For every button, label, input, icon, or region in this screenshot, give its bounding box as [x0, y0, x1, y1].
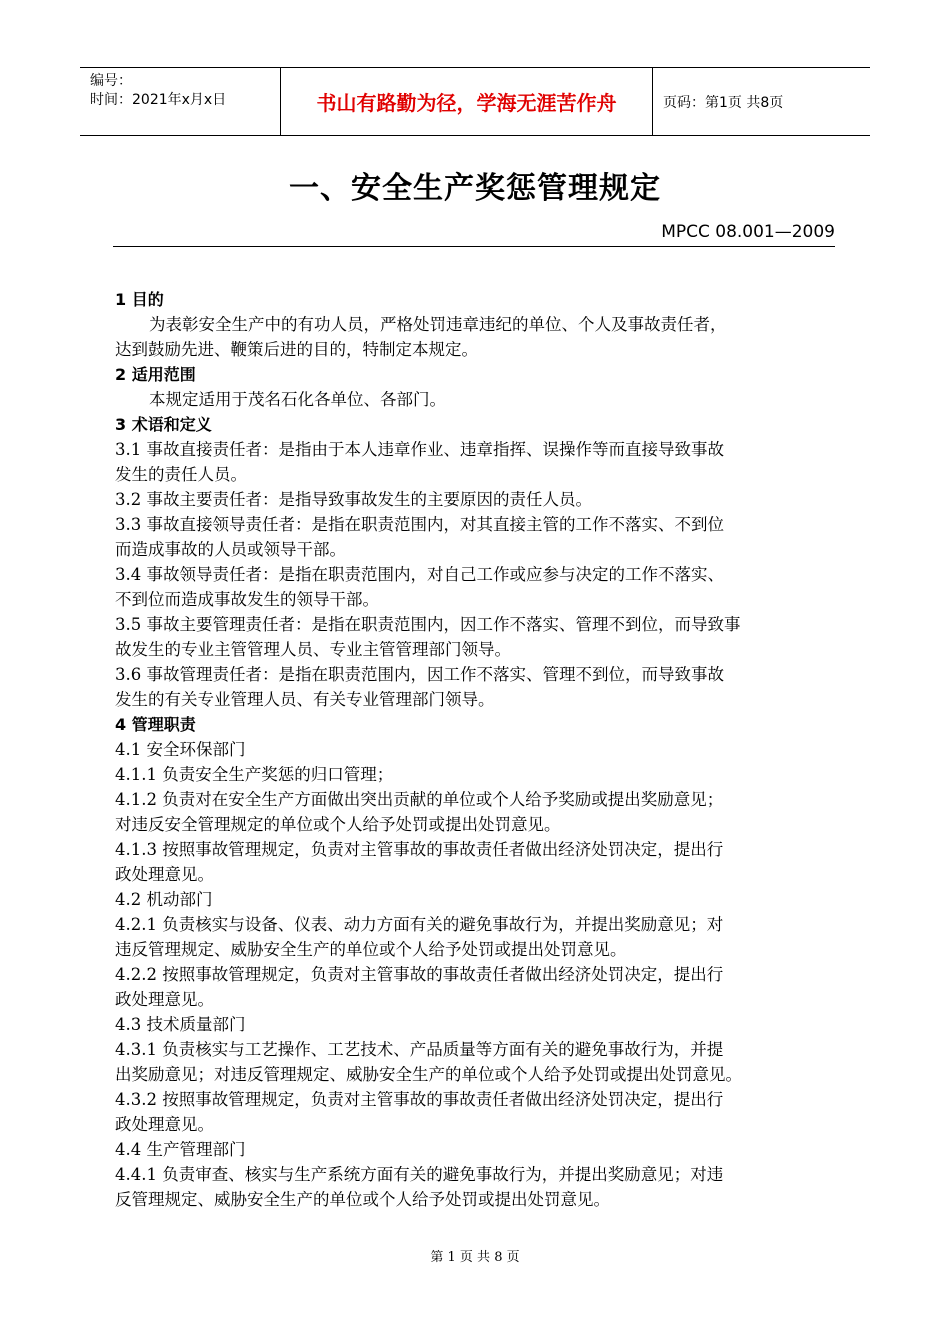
body-text-line: 达到鼓励先进、鞭策后进的目的，特制定本规定。 [115, 340, 478, 359]
document-body [115, 287, 837, 1212]
body-text-line: 发生的责任人员。 [115, 465, 247, 484]
body-text-line: 4.3 技术质量部门 [115, 1015, 246, 1034]
body-text-line: 4.2.2 按照事故管理规定，负责对主管事故的事故责任者做出经济处罚决定，提出行 [115, 965, 724, 984]
body-text-line: 4.1.3 按照事故管理规定，负责对主管事故的事故责任者做出经济处罚决定，提出行 [115, 840, 724, 859]
body-text-line: 4.2 机动部门 [115, 890, 213, 909]
body-text-line: 4.4 生产管理部门 [115, 1140, 246, 1159]
document-number-label: 编号： [90, 73, 132, 89]
body-text-line: 而造成事故的人员或领导干部。 [115, 540, 346, 559]
document-time-label: 时间：2021年x月x日 [90, 92, 227, 108]
header-motto-cell [281, 68, 653, 135]
document-code: MPCC 08.001—2009 [661, 222, 835, 242]
section-heading: 3 术语和定义 [115, 415, 212, 434]
body-text-line: 3.5 事故主要管理责任者：是指在职责范围内，因工作不落实、管理不到位，而导致事 [115, 615, 741, 634]
header-page-label: 页码：第1页 共8页 [663, 94, 784, 111]
body-text-line: 违反管理规定、威胁安全生产的单位或个人给予处罚或提出处罚意见。 [115, 940, 627, 959]
header-meta-cell [80, 68, 281, 135]
section-heading: 4 管理职责 [115, 715, 196, 734]
header-motto: 书山有路勤为径，学海无涯苦作舟 [316, 91, 617, 115]
page-footer: 第 1 页 共 8 页 [430, 1250, 520, 1265]
section-heading: 2 适用范围 [115, 365, 196, 384]
body-text-line: 出奖励意见；对违反管理规定、威胁安全生产的单位或个人给予处罚或提出处罚意见。 [115, 1065, 742, 1084]
body-text-line: 发生的有关专业管理人员、有关专业管理部门领导。 [115, 690, 495, 709]
body-text-line: 故发生的专业主管管理人员、专业主管管理部门领导。 [115, 640, 511, 659]
body-text-line: 4.3.1 负责核实与工艺操作、工艺技术、产品质量等方面有关的避免事故行为，并提 [115, 1040, 724, 1059]
body-text-line: 4.3.2 按照事故管理规定，负责对主管事故的事故责任者做出经济处罚决定，提出行 [115, 1090, 724, 1109]
body-text-line: 不到位而造成事故发生的领导干部。 [115, 590, 379, 609]
body-text-line: 本规定适用于茂名石化各单位、各部门。 [149, 390, 446, 409]
header-table [80, 67, 870, 136]
body-text-line: 对违反安全管理规定的单位或个人给予处罚或提出处罚意见。 [115, 815, 561, 834]
body-text-line: 反管理规定、威胁安全生产的单位或个人给予处罚或提出处罚意见。 [115, 1190, 610, 1209]
document-title: 一、安全生产奖惩管理规定 [289, 171, 661, 206]
body-text-line: 政处理意见。 [115, 1115, 214, 1134]
body-text-line: 4.1.1 负责安全生产奖惩的归口管理； [115, 765, 394, 784]
section-heading: 1 目的 [115, 290, 164, 309]
body-text-line: 4.1 安全环保部门 [115, 740, 246, 759]
body-text-line: 4.1.2 负责对在安全生产方面做出突出贡献的单位或个人给予奖励或提出奖励意见； [115, 790, 724, 809]
header-page-cell [653, 68, 870, 135]
body-text-line: 3.3 事故直接领导责任者：是指在职责范围内，对其直接主管的工作不落实、不到位 [115, 515, 724, 534]
body-text-line: 4.4.1 负责审查、核实与生产系统方面有关的避免事故行为，并提出奖励意见；对违 [115, 1165, 724, 1184]
body-text-line: 3.2 事故主要责任者：是指导致事故发生的主要原因的责任人员。 [115, 490, 592, 509]
body-text-line: 3.1 事故直接责任者：是指由于本人违章作业、违章指挥、误操作等而直接导致事故 [115, 440, 724, 459]
body-text-line: 政处理意见。 [115, 865, 214, 884]
body-text-line: 政处理意见。 [115, 990, 214, 1009]
body-text-line: 3.6 事故管理责任者：是指在职责范围内，因工作不落实、管理不到位，而导致事故 [115, 665, 724, 684]
body-text-line: 4.2.1 负责核实与设备、仪表、动力方面有关的避免事故行为，并提出奖励意见；对 [115, 915, 724, 934]
title-divider [113, 246, 835, 247]
body-text-line: 为表彰安全生产中的有功人员，严格处罚违章违纪的单位、个人及事故责任者， [149, 315, 727, 334]
body-text-line: 3.4 事故领导责任者：是指在职责范围内，对自己工作或应参与决定的工作不落实、 [115, 565, 724, 584]
